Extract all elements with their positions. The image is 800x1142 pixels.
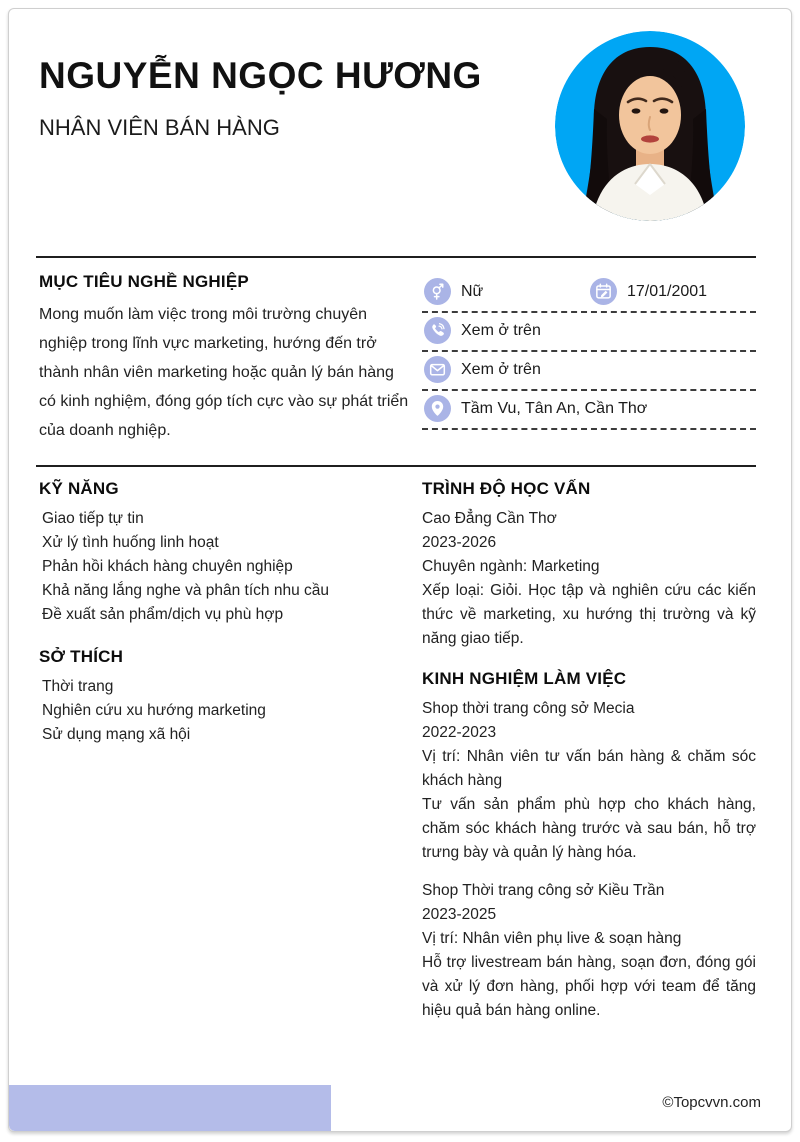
gender-icon: [424, 278, 451, 305]
education-school: Cao Đẳng Cần Thơ: [422, 510, 557, 527]
experience-job: [422, 697, 756, 865]
job-years: 2023-2025: [422, 906, 497, 923]
job-description: Tư vấn sản phẩm phù hợp cho khách hàng, chăm sóc khách hàng trước và sau bán, hỗ trợ trưng bày và quản lý hàng hóa.: [422, 796, 756, 861]
profile-photo: [555, 31, 745, 221]
skill-item: Khả năng lắng nghe và phân tích nhu cầu: [42, 582, 329, 599]
birthday-value: 17/01/2001: [627, 282, 708, 300]
interest-item: Nghiên cứu xu hướng marketing: [42, 702, 266, 719]
phone-icon: [424, 317, 451, 344]
contact-block: [422, 272, 756, 445]
experience-job: [422, 879, 756, 1023]
job-position: Vị trí: Nhân viên tư vấn bán hàng & chăm sóc khách hàng: [422, 748, 756, 789]
contact-row: [422, 352, 756, 391]
gender-value: Nữ: [461, 282, 484, 300]
job-position: Vị trí: Nhân viên phụ live & soạn hàng: [422, 930, 682, 947]
interests-list: [39, 675, 414, 747]
phone-value: Xem ở trên: [461, 321, 541, 339]
skill-item: Phản hồi khách hàng chuyên nghiệp: [42, 558, 293, 575]
job-company: Shop thời trang công sở Mecia: [422, 700, 635, 717]
summary-section: [9, 258, 791, 445]
contact-phone: [424, 317, 756, 344]
header-text-block: [39, 31, 555, 221]
skill-item: Giao tiếp tự tin: [42, 510, 144, 527]
job-title: NHÂN VIÊN BÁN HÀNG: [39, 115, 280, 140]
copyright: ©Topcvvn.com: [662, 1094, 761, 1111]
experience-heading: KINH NGHIỆM LÀM VIỆC: [422, 669, 627, 688]
contact-row: [422, 274, 756, 313]
footer-accent-bar: [9, 1085, 331, 1131]
job-company: Shop Thời trang công sở Kiều Trần: [422, 882, 665, 899]
interests-heading: SỞ THÍCH: [39, 647, 124, 666]
education-block: [422, 479, 756, 651]
location-icon: [424, 395, 451, 422]
interest-item: Sử dụng mạng xã hội: [42, 726, 191, 743]
contact-gender: [424, 278, 590, 305]
right-column: [422, 479, 756, 1037]
job-description: Hỗ trợ livestream bán hàng, soạn đơn, đóng gói và xử lý đơn hàng, phối hợp với team để tăng hiệu quả bán hàng online.: [422, 954, 756, 1019]
email-value: Xem ở trên: [461, 360, 541, 378]
objective-text: Mong muốn làm việc trong môi trường chuyên nghiệp trong lĩnh vực marketing, hướng đến trở thành nhân viên marketing hoặc quản lý bán hàng có kinh nghiệm, đóng góp tích cực vào sự phát triển của doanh nghiệp.: [39, 306, 409, 439]
objective-heading: MỤC TIÊU NGHỀ NGHIỆP: [39, 272, 249, 291]
calendar-icon: [590, 278, 617, 305]
contact-birthday: [590, 278, 756, 305]
contact-row: [422, 313, 756, 352]
skills-heading: KỸ NĂNG: [39, 479, 119, 498]
cv-page: [8, 8, 792, 1132]
education-major: Chuyên ngành: Marketing: [422, 558, 600, 575]
skills-block: [39, 479, 414, 627]
skills-list: [39, 507, 414, 627]
details-section: [9, 467, 791, 1037]
contact-email: [424, 356, 756, 383]
experience-block: [422, 669, 756, 1023]
email-icon: [424, 356, 451, 383]
education-heading: TRÌNH ĐỘ HỌC VẤN: [422, 479, 591, 498]
portrait-illustration: [555, 31, 745, 221]
contact-row: [422, 391, 756, 430]
interests-block: [39, 647, 414, 747]
objective-block: [39, 272, 414, 445]
contact-address: [424, 395, 756, 422]
address-value: Tầm Vu, Tân An, Cần Thơ: [461, 399, 648, 417]
job-years: 2022-2023: [422, 724, 497, 741]
skill-item: Xử lý tình huống linh hoạt: [42, 534, 219, 551]
education-detail: Xếp loại: Giỏi. Học tập và nghiên cứu các kiến thức về marketing, xu hướng thị trường và kỹ năng giao tiếp.: [422, 582, 756, 647]
left-column: [39, 479, 414, 1037]
education-years: 2023-2026: [422, 534, 497, 551]
interest-item: Thời trang: [42, 678, 114, 695]
header: [9, 9, 791, 221]
skill-item: Đề xuất sản phẩm/dịch vụ phù hợp: [42, 606, 284, 623]
candidate-name: NGUYỄN NGỌC HƯƠNG: [39, 55, 482, 96]
